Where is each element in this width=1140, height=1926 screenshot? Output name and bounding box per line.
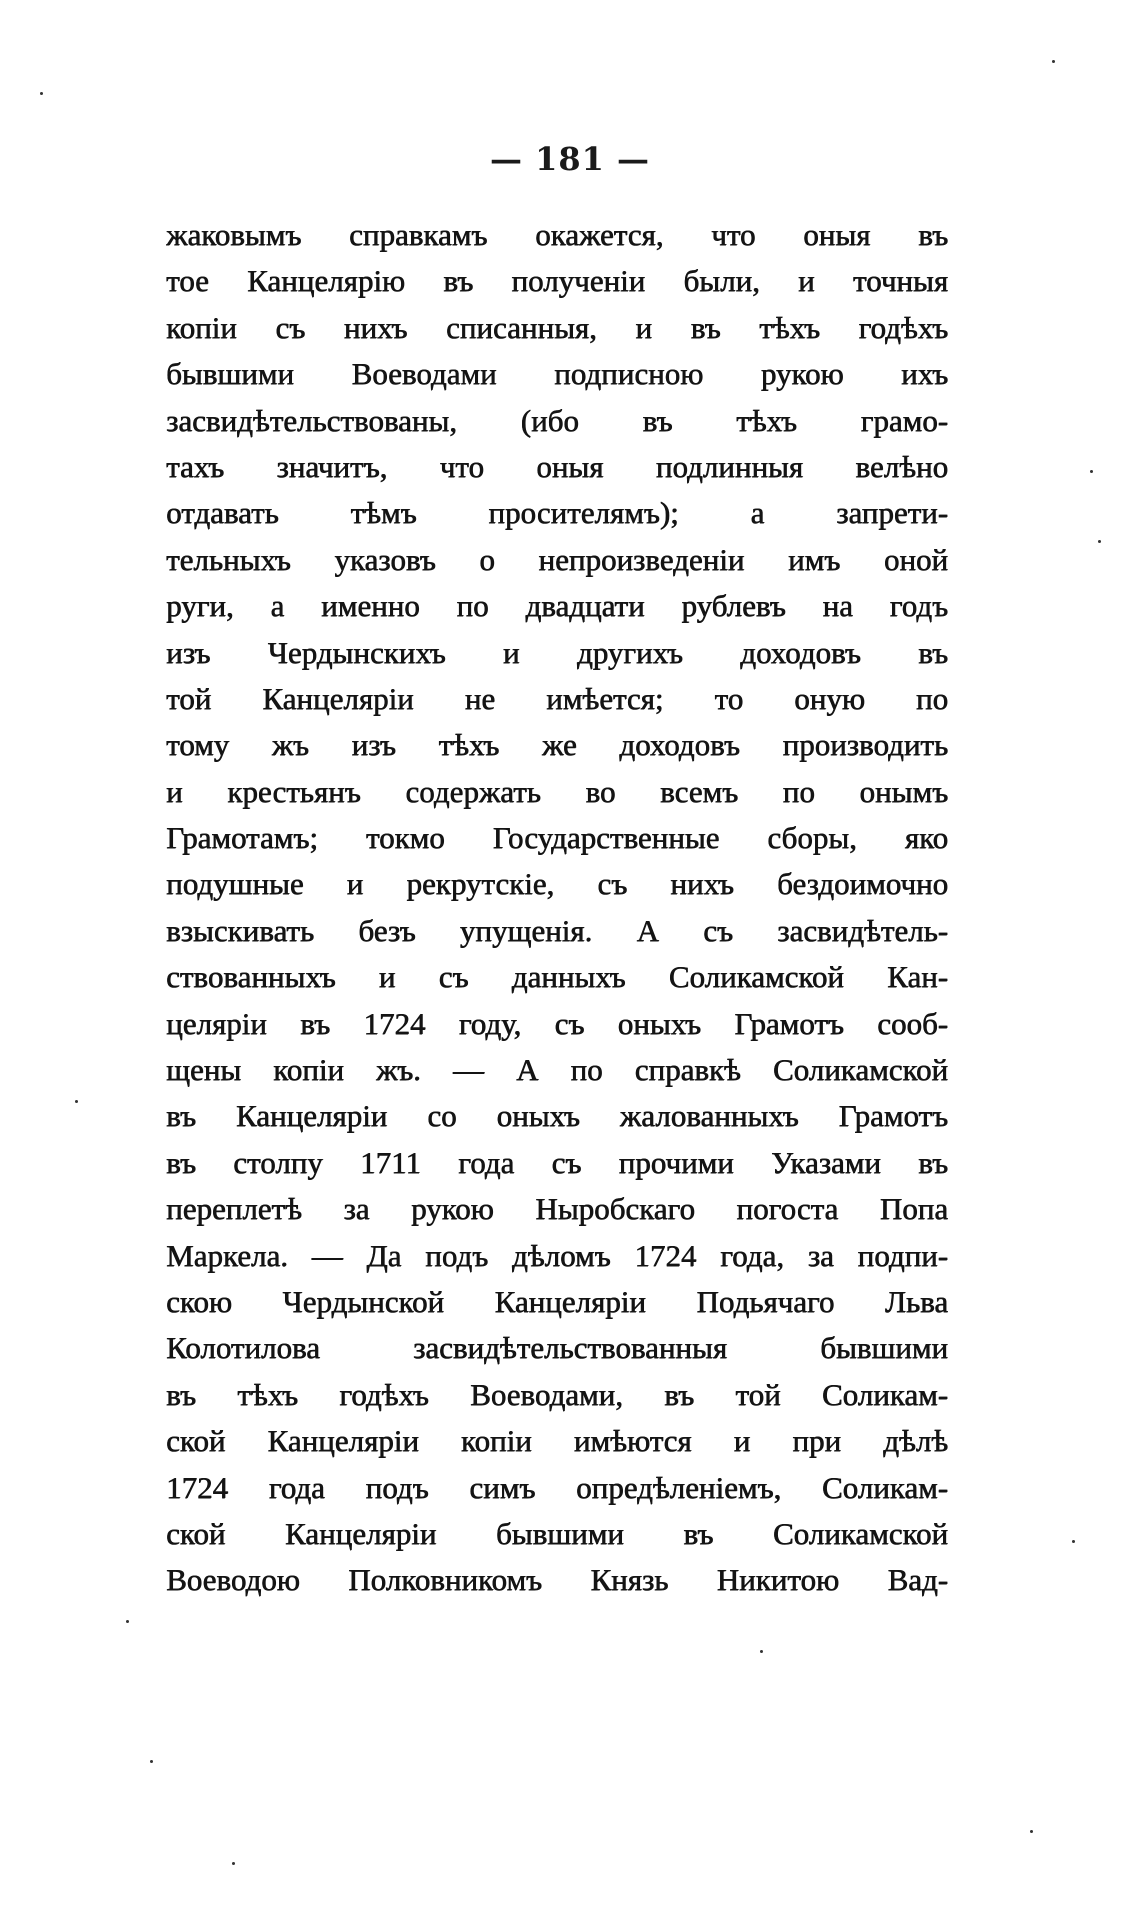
text-line: тахъ значитъ, что оныя подлинныя велѣно <box>166 448 948 484</box>
scan-speck <box>1072 1540 1075 1543</box>
text-line: ской Канцеляріи копіи имѣются и при дѣлѣ <box>166 1423 948 1459</box>
text-line: той Канцеляріи не имѣется; то оную по <box>166 680 948 716</box>
text-line: руги, а именно по двадцати рублевъ на годъ <box>166 588 948 624</box>
text-line: изъ Чердынскихъ и другихъ доходовъ въ <box>166 634 948 670</box>
text-line: бывшими Воеводами подписною рукою ихъ <box>166 356 948 392</box>
text-line: тое Канцелярію въ полученіи были, и точныя <box>166 263 948 299</box>
scan-speck <box>760 1650 763 1653</box>
text-line: и крестьянъ содержать во всемъ по онымъ <box>166 773 948 809</box>
text-line: засвидѣтельствованы, (ибо въ тѣхъ грамо- <box>166 402 948 438</box>
scan-speck <box>1052 60 1055 63</box>
scan-speck <box>232 1862 235 1865</box>
scan-speck <box>126 1620 129 1623</box>
scan-speck <box>150 1760 153 1763</box>
text-line: Колотилова засвидѣтельствованныя бывшими <box>166 1330 948 1366</box>
text-line: въ тѣхъ годѣхъ Воеводами, въ той Соликам- <box>166 1376 948 1412</box>
text-line: тельныхъ указовъ о непроизведеніи имъ оной <box>166 541 948 577</box>
text-line: Грамотамъ; токмо Государственные сборы, яко <box>166 820 948 856</box>
scan-speck <box>1098 540 1101 543</box>
scan-speck <box>1030 1830 1033 1833</box>
text-line: ствованныхъ и съ данныхъ Соликамской Кан- <box>166 959 948 995</box>
text-line: жаковымъ справкамъ окажется, что оныя въ <box>166 217 948 252</box>
text-line: отдавать тѣмъ просителямъ); а запрети- <box>166 495 948 531</box>
page-number: — 181 — <box>489 140 651 178</box>
text-line: Маркела. — Да подъ дѣломъ 1724 года, за подпи- <box>166 1237 948 1273</box>
text-line: Воеводою Полковникомъ Князь Никитою Вад- <box>166 1562 948 1598</box>
text-line: целяріи въ 1724 году, съ оныхъ Грамотъ сооб- <box>166 1005 948 1041</box>
text-line: щены копіи жъ. — А по справкѣ Соликамской <box>166 1052 948 1088</box>
text-line: скою Чердынской Канцеляріи Подьячаго Льва <box>166 1283 948 1319</box>
scan-speck <box>40 92 43 95</box>
text-line: 1724 года подъ симъ опредѣленіемъ, Соликам- <box>166 1469 948 1505</box>
text-line: въ Канцеляріи со оныхъ жалованныхъ Грамотъ <box>166 1098 948 1134</box>
text-line: ской Канцеляріи бывшими въ Соликамской <box>166 1515 948 1551</box>
text-line: взыскивать безъ упущенія. А съ засвидѣтель- <box>166 912 948 948</box>
text-line: тому жъ изъ тѣхъ же доходовъ производить <box>166 727 948 763</box>
scan-speck <box>1090 470 1093 473</box>
text-line: въ столпу 1711 года съ прочими Указами въ <box>166 1144 948 1180</box>
text-line: переплетѣ за рукою Ныробскаго погоста Попа <box>166 1191 948 1227</box>
body-text <box>166 212 948 1604</box>
scan-speck <box>75 1100 78 1103</box>
text-line: копіи съ нихъ списанныя, и въ тѣхъ годѣхъ <box>166 309 948 345</box>
text-line: подушные и рекрутскіе, съ нихъ бездоимочно <box>166 866 948 902</box>
